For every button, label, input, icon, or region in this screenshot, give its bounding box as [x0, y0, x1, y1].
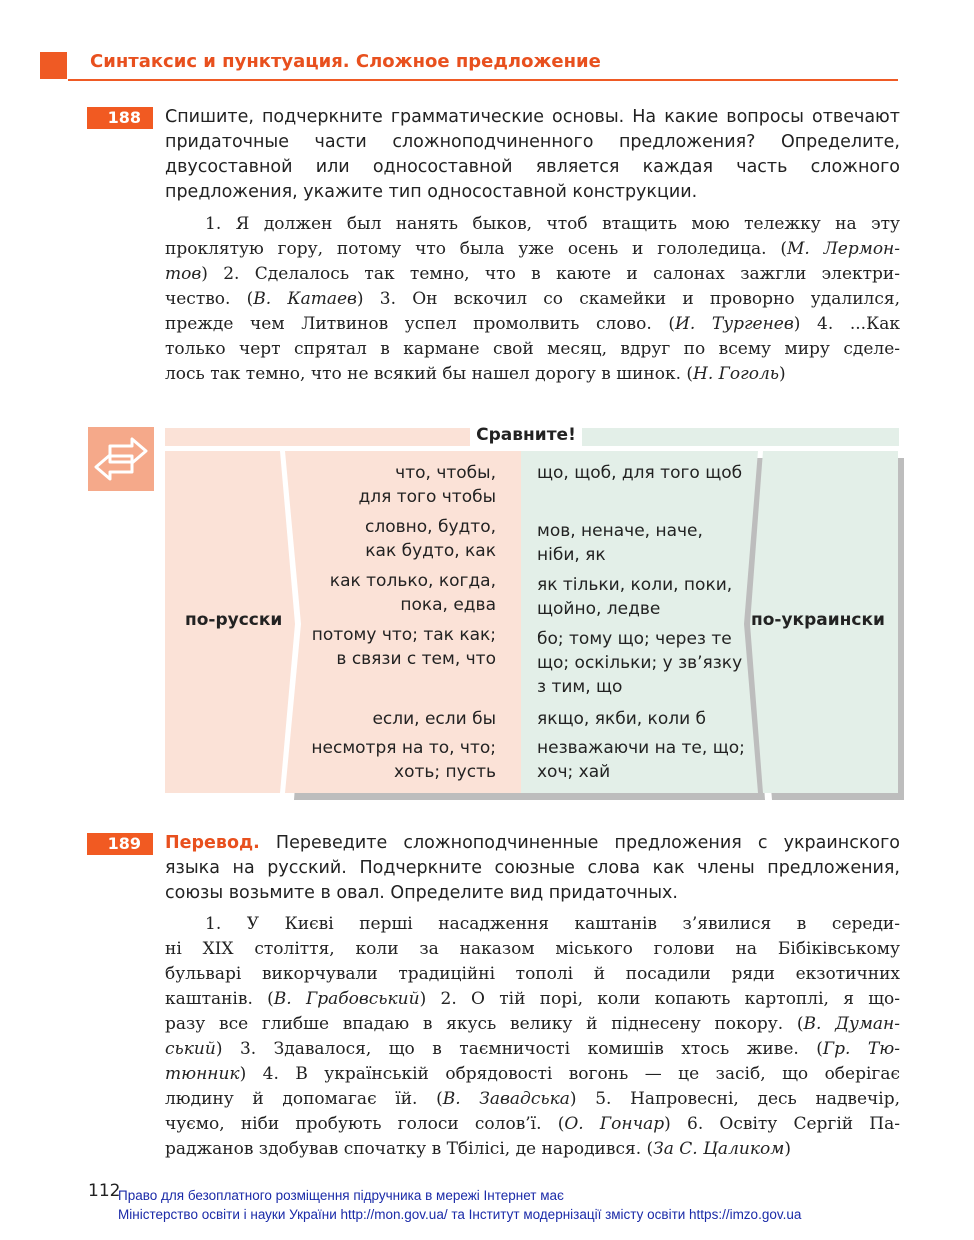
header-marker	[40, 52, 67, 79]
text-line: раджанов здобував спочатку в Тбілісі, де народився. (За С. Цаликом)	[165, 1139, 791, 1159]
text-line: бульварі викорчували традиційні тополі й посадили ряди екзотичних	[165, 964, 900, 984]
ru-group-2: словно, будто, как будто, как	[365, 517, 496, 561]
label-russian: по-русски	[185, 610, 283, 630]
text-line: лось так темно, что не всякий бы нашел дорогу в шинок. (Н. Гоголь)	[165, 364, 786, 384]
page-header-title: Синтаксис и пунктуация. Сложное предложение	[90, 51, 601, 72]
compare-title: Сравните!	[476, 425, 576, 445]
compare-bar-left	[165, 428, 470, 446]
exercise-188-task: Спишите, подчеркните грамматические основы. На какие вопросы отвечают придаточные части сложноподчиненного предложения? Определите, двусоставной или односоставной является каждая часть сложного предложения, укажите тип односоставной конструкции.	[165, 107, 900, 202]
exercise-number-188: 188	[87, 107, 153, 129]
ua-group-2: мов, неначе, наче, ніби, як	[537, 521, 703, 565]
footer-license-line-2: Міністерство освіти і науки України http://mon.gov.ua/ та Інститут модернізації змісту освіти https://imzo.gov.ua	[118, 1207, 802, 1222]
double-arrow-icon	[88, 427, 154, 491]
text-line: проклятую гору, потому что была уже осень и гололедица. (М. Лермон-	[165, 239, 900, 259]
compare-bar-right	[582, 428, 899, 446]
ru-group-4: потому что; так как; в связи с тем, что	[311, 625, 496, 669]
text-line: людину й допомагає їй. (В. Завадська) 5. Напровесні, десь надвечір,	[165, 1089, 900, 1109]
ua-group-1: що, щоб, для того щоб	[537, 463, 743, 483]
ua-group-6: незважаючи на те, що; хоч; хай	[537, 738, 745, 782]
page-number: 112	[88, 1181, 121, 1201]
footer-license-line-1: Право для безоплатного розміщення підручника в мережі Інтернет має	[118, 1188, 564, 1203]
exercise-189-text	[165, 912, 900, 1162]
text-line: только черт спрятал в кармане свой месяц, вдруг по всему миру сделе-	[165, 339, 900, 359]
header-rule	[68, 79, 898, 81]
text-line: ні XIX століття, коли за наказом міського голови на Бібіківському	[165, 939, 900, 959]
text-line: тюнник) 4. В українській обрядовості вогонь — це засіб, що оберігає	[165, 1064, 900, 1084]
exercise-189-task: Перевод. Переведите сложноподчиненные предложения с украинского языка на русский. Подчеркните союзные слова как члены предложения, союзы возьмите в овал. Определите вид придаточных.	[165, 833, 900, 903]
exercise-189-lead: Перевод.	[165, 833, 260, 853]
text-line: тов) 2. Сделалось так темно, что в каюте и салонах зажгли электри-	[165, 264, 900, 284]
text-line: 1. Я должен был нанять быков, чтоб втащить мою тележку на эту	[205, 214, 900, 234]
text-line: ський) 3. Здавалося, що в таємничості комишів хтось живе. (Гр. Тю-	[165, 1039, 900, 1059]
ru-group-3: как только, когда, пока, едва	[329, 571, 496, 615]
compare-icon	[88, 427, 154, 491]
ua-group-3: як тільки, коли, поки, щойно, ледве	[537, 575, 733, 619]
ru-group-1: что, чтобы, для того чтобы	[358, 463, 496, 507]
text-line: разу все глибше впадаю в якусь велику й піднесену покору. (В. Думан-	[165, 1014, 901, 1034]
ru-group-6: несмотря на то, что; хоть; пусть	[311, 738, 496, 782]
text-line: каштанів. (В. Грабовський) 2. О тій порі, коли копають картоплі, я що-	[165, 989, 901, 1009]
exercise-number-189: 189	[87, 833, 153, 855]
text-line: чуємо, ніби пробують голоси солов’ї. (О. Гончар) 6. Освіту Сергій Па-	[165, 1114, 901, 1134]
ru-group-5: если, если бы	[372, 709, 496, 729]
ua-group-5: якщо, якби, коли б	[537, 709, 707, 729]
text-line: 1. У Києві перші насадження каштанів з’явилися в середи-	[205, 914, 900, 934]
exercise-188-text	[165, 212, 900, 387]
ua-group-4: бо; тому що; через те що; оскільки; у зв’язку з тим, що	[537, 629, 743, 697]
text-line: прежде чем Литвинов успел промолвить слово. (И. Тургенев) 4. ...Как	[165, 314, 900, 334]
text-line: чество. (В. Катаев) 3. Он вскочил со скамейки и проворно удалился,	[165, 289, 900, 309]
label-ukrainian: по-украински	[751, 610, 885, 630]
